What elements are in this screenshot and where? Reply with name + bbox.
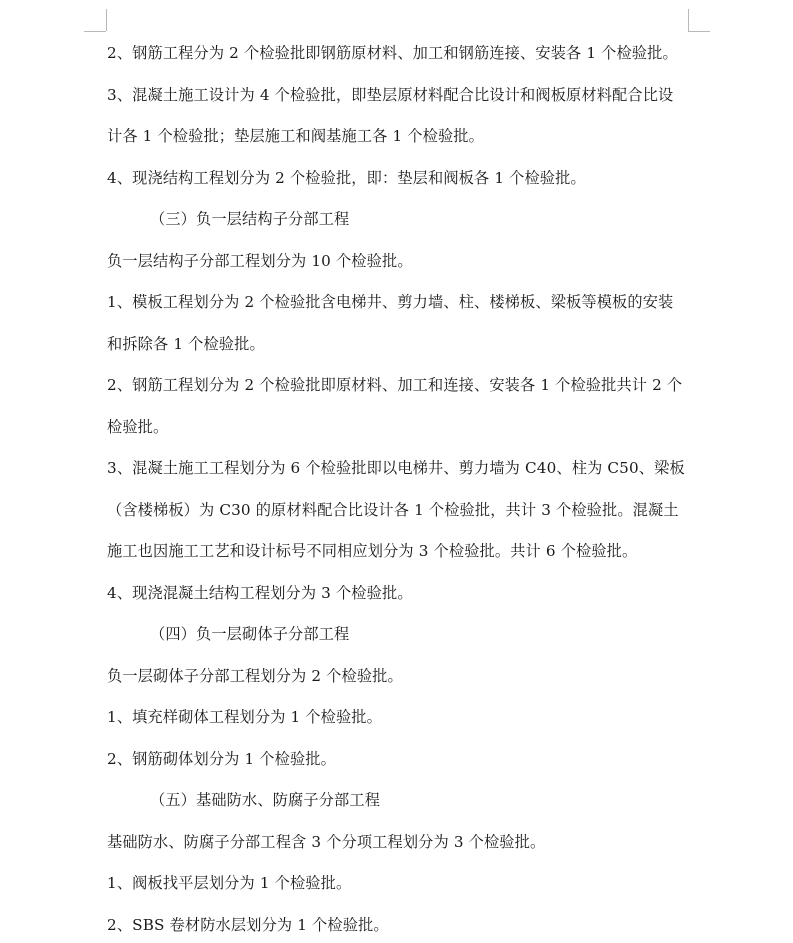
text-line: 负一层砌体子分部工程划分为 2 个检验批。 [107,667,403,685]
crop-mark-top-right-h [688,31,710,32]
section-heading: （五）基础防水、防腐子分部工程 [150,791,381,809]
text-line: 1、填充样砌体工程划分为 1 个检验批。 [107,708,382,726]
text-line: 负一层结构子分部工程划分为 10 个检验批。 [107,252,413,270]
text-line: 检验批。 [107,418,169,436]
section-heading: （四）负一层砌体子分部工程 [150,625,350,643]
text-line: 和拆除各 1 个检验批。 [107,335,265,353]
text-line: 计各 1 个检验批；垫层施工和阀基施工各 1 个检验批。 [107,127,484,145]
text-line: 4、现浇混凝土结构工程划分为 3 个检验批。 [107,584,413,602]
text-line: 2、钢筋砌体划分为 1 个检验批。 [107,750,336,768]
text-line: 4、现浇结构工程划分为 2 个检验批，即：垫层和阀板各 1 个检验批。 [107,169,586,187]
crop-mark-top-left [106,9,107,31]
text-line: 施工也因施工工艺和设计标号不同相应划分为 3 个检验批。共计 6 个检验批。 [107,542,638,560]
crop-mark-top-right [688,9,689,31]
text-line: 基础防水、防腐子分部工程含 3 个分项工程划分为 3 个检验批。 [107,833,546,851]
text-line: 2、钢筋工程分为 2 个检验批即钢筋原材料、加工和钢筋连接、安装各 1 个检验批。 [107,44,678,62]
text-line: 1、阀板找平层划分为 1 个检验批。 [107,874,352,892]
crop-mark-top-left-h [84,31,106,32]
text-line: 1、模板工程划分为 2 个检验批含电梯井、剪力墙、柱、楼梯板、梁板等模板的安装 [107,293,674,311]
text-line: 2、SBS 卷材防水层划分为 1 个检验批。 [107,916,389,934]
section-heading: （三）负一层结构子分部工程 [150,210,350,228]
text-line: 3、混凝土施工工程划分为 6 个检验批即以电梯井、剪力墙为 C40、柱为 C50、梁板 [107,459,685,477]
text-line: （含楼梯板）为 C30 的原材料配合比设计各 1 个检验批，共计 3 个检验批。混凝土 [107,501,679,519]
text-line: 3、混凝土施工设计为 4 个检验批，即垫层原材料配合比设计和阀板原材料配合比设 [107,86,674,104]
text-line: 2、钢筋工程划分为 2 个检验批即原材料、加工和连接、安装各 1 个检验批共计 2 个 [107,376,683,394]
